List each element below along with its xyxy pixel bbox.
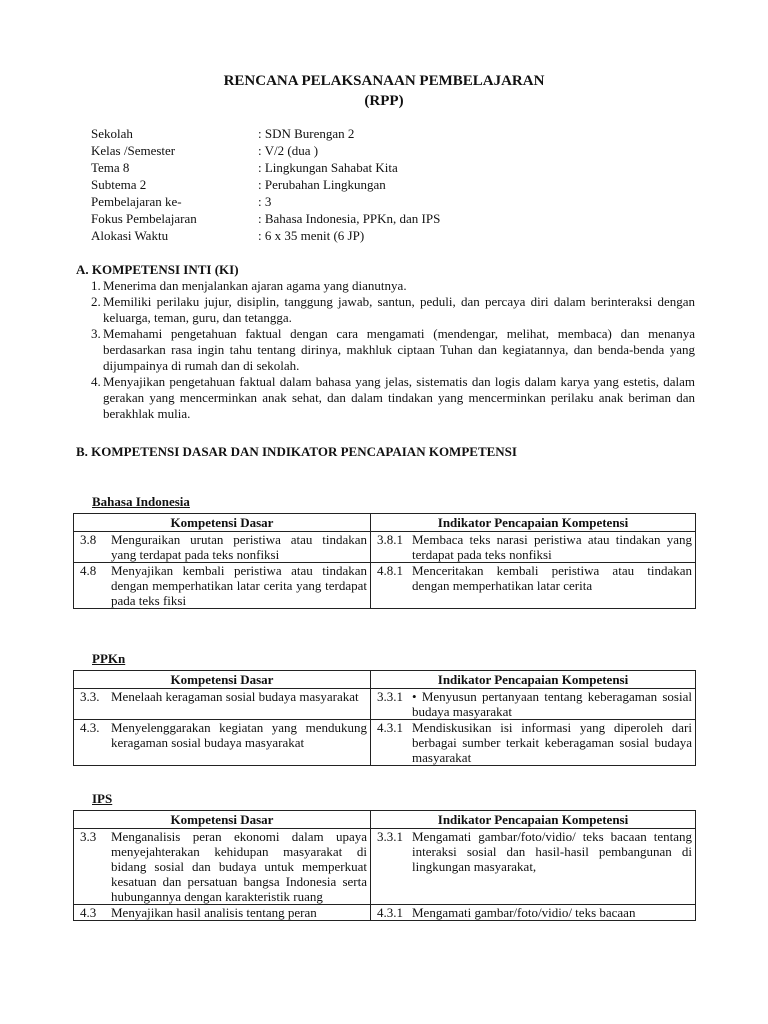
info-value: : SDN Burengan 2 — [258, 126, 355, 141]
document-subtitle: (RPP) — [364, 93, 404, 109]
kd-cell — [74, 689, 371, 720]
item-text: Memiliki perilaku jujur, disiplin, tanggung jawab, santun, peduli, dan percaya diri dalam berinteraksi dengan keluarga, teman, guru, dan tetangga. — [103, 294, 695, 325]
bahasa-indonesia-table — [73, 513, 696, 609]
kd-cell — [74, 905, 371, 921]
kd-text: Menelaah keragaman sosial budaya masyarakat — [111, 689, 359, 704]
item-number: 4. — [91, 374, 101, 389]
info-row-pembelajaran — [91, 194, 511, 211]
ipk-cell — [371, 905, 696, 921]
info-value: : 3 — [258, 194, 272, 209]
kd-number: 3.3 — [80, 829, 97, 844]
ipk-number: 4.3.1 — [377, 905, 403, 920]
ipk-text: Mengamati gambar/foto/vidio/ teks bacaan tentang interaksi sosial dan hasil-hasil pembangunan di lingkungan masyarakat, — [412, 829, 692, 874]
kd-text: Menguraikan urutan peristiwa atau tindakan yang terdapat pada teks nonfiksi — [111, 532, 367, 562]
item-text: Menerima dan menjalankan ajaran agama yang dianutnya. — [103, 278, 407, 293]
list-item — [79, 326, 695, 374]
kd-number: 4.8 — [80, 563, 97, 578]
ipk-cell — [371, 532, 696, 563]
list-item — [79, 294, 695, 326]
info-value: : Lingkungan Sahabat Kita — [258, 160, 398, 175]
ipk-cell — [371, 720, 696, 766]
column-header-ipk: Indikator Pencapaian Kompetensi — [371, 514, 696, 532]
item-number: 1. — [91, 278, 101, 293]
info-label: Pembelajaran ke- — [91, 194, 182, 209]
kd-text: Menyajikan hasil analisis tentang peran — [111, 905, 317, 920]
ipk-cell — [371, 689, 696, 720]
identity-block — [91, 126, 511, 245]
ipk-number: 4.3.1 — [377, 720, 403, 735]
ipk-number: 3.3.1 — [377, 829, 403, 844]
info-label: Kelas /Semester — [91, 143, 176, 158]
item-text: Memahami pengetahuan faktual dengan cara mengamati (mendengar, melihat, membaca) dan menanya berdasarkan rasa ingin tahu tentang dirinya, makhluk ciptaan Tuhan dan kegiatannya, dan benda-benda yang dijumpainya di rumah dan di sekolah. — [103, 326, 695, 373]
kd-text: Menyelenggarakan kegiatan yang mendukung keragaman sosial budaya masyarakat — [111, 720, 367, 750]
ipk-cell — [371, 829, 696, 905]
kd-text: Menganalisis peran ekonomi dalam upaya menyejahterakan kehidupan masyarakat di bidang sosial dan budaya untuk memperkuat kesatuan dan persatuan bangsa Indonesia serta hubungannya dengan karakteristik ruang — [111, 829, 367, 904]
column-header-kd: Kompetensi Dasar — [74, 671, 371, 689]
info-row-fokus — [91, 211, 511, 228]
info-value: : Perubahan Lingkungan — [258, 177, 386, 192]
ips-table — [73, 810, 696, 921]
ipk-text: Membaca teks narasi peristiwa atau tindakan yang terdapat pada teks nonfiksi — [412, 532, 692, 562]
ips-heading: IPS — [92, 791, 113, 806]
section-a-heading: A. KOMPETENSI INTI (KI) — [76, 262, 239, 277]
ipk-text: Mendiskusikan isi informasi yang diperoleh dari berbagai sumber terkait keberagaman sosial budaya masyarakat — [412, 720, 692, 765]
table-header-row — [74, 671, 696, 689]
info-value: : Bahasa Indonesia, PPKn, dan IPS — [258, 211, 441, 226]
info-row-alokasi — [91, 228, 511, 245]
ppkn-heading: PPKn — [92, 651, 126, 666]
table-header-row — [74, 811, 696, 829]
info-value: : V/2 (dua ) — [258, 143, 319, 158]
kd-cell — [74, 829, 371, 905]
column-header-ipk: Indikator Pencapaian Kompetensi — [371, 671, 696, 689]
info-row-subtema — [91, 177, 511, 194]
ipk-number: 3.8.1 — [377, 532, 403, 547]
kd-number: 3.8 — [80, 532, 97, 547]
kd-cell — [74, 720, 371, 766]
ipk-text: Mengamati gambar/foto/vidio/ teks bacaan — [412, 905, 636, 920]
kd-cell — [74, 532, 371, 563]
kd-number: 4.3 — [80, 905, 97, 920]
bahasa-indonesia-heading: Bahasa Indonesia — [92, 494, 190, 509]
ipk-number: 4.8.1 — [377, 563, 403, 578]
info-label: Fokus Pembelajaran — [91, 211, 197, 226]
info-label: Alokasi Waktu — [91, 228, 169, 243]
column-header-kd: Kompetensi Dasar — [74, 811, 371, 829]
ipk-cell — [371, 563, 696, 609]
list-item — [79, 374, 695, 422]
item-number: 2. — [91, 294, 101, 309]
info-value: : 6 x 35 menit (6 JP) — [258, 228, 365, 243]
ipk-text: • Menyusun pertanyaan tentang keberagaman sosial budaya masyarakat — [412, 689, 692, 719]
table-row — [74, 532, 696, 563]
kd-number: 3.3. — [80, 689, 100, 704]
info-row-tema — [91, 160, 511, 177]
ipk-text: Menceritakan kembali peristiwa atau tindakan dengan memperhatikan latar cerita — [412, 563, 692, 593]
kd-text: Menyajikan kembali peristiwa atau tindakan dengan memperhatikan latar cerita yang terdapat pada teks fiksi — [111, 563, 367, 608]
column-header-ipk: Indikator Pencapaian Kompetensi — [371, 811, 696, 829]
list-item — [79, 278, 695, 294]
info-label: Subtema 2 — [91, 177, 147, 192]
ki-list — [79, 278, 695, 422]
item-number: 3. — [91, 326, 101, 341]
table-row — [74, 720, 696, 766]
info-row-kelas — [91, 143, 511, 160]
info-label: Tema 8 — [91, 160, 130, 175]
table-row — [74, 689, 696, 720]
section-b-heading: B. KOMPETENSI DASAR DAN INDIKATOR PENCAPAIAN KOMPETENSI — [76, 444, 517, 459]
table-header-row — [74, 514, 696, 532]
kd-cell — [74, 563, 371, 609]
kd-number: 4.3. — [80, 720, 100, 735]
info-label: Sekolah — [91, 126, 133, 141]
info-row-sekolah — [91, 126, 511, 143]
column-header-kd: Kompetensi Dasar — [74, 514, 371, 532]
ppkn-table — [73, 670, 696, 766]
table-row — [74, 563, 696, 609]
table-row — [74, 905, 696, 921]
document-title: RENCANA PELAKSANAAN PEMBELAJARAN — [223, 73, 545, 89]
table-row — [74, 829, 696, 905]
item-text: Menyajikan pengetahuan faktual dalam bahasa yang jelas, sistematis dan logis dalam karya yang estetis, dalam gerakan yang mencerminkan anak sehat, dan dalam tindakan yang mencerminkan perilaku anak beriman dan berakhlak mulia. — [103, 374, 695, 421]
ipk-number: 3.3.1 — [377, 689, 403, 704]
